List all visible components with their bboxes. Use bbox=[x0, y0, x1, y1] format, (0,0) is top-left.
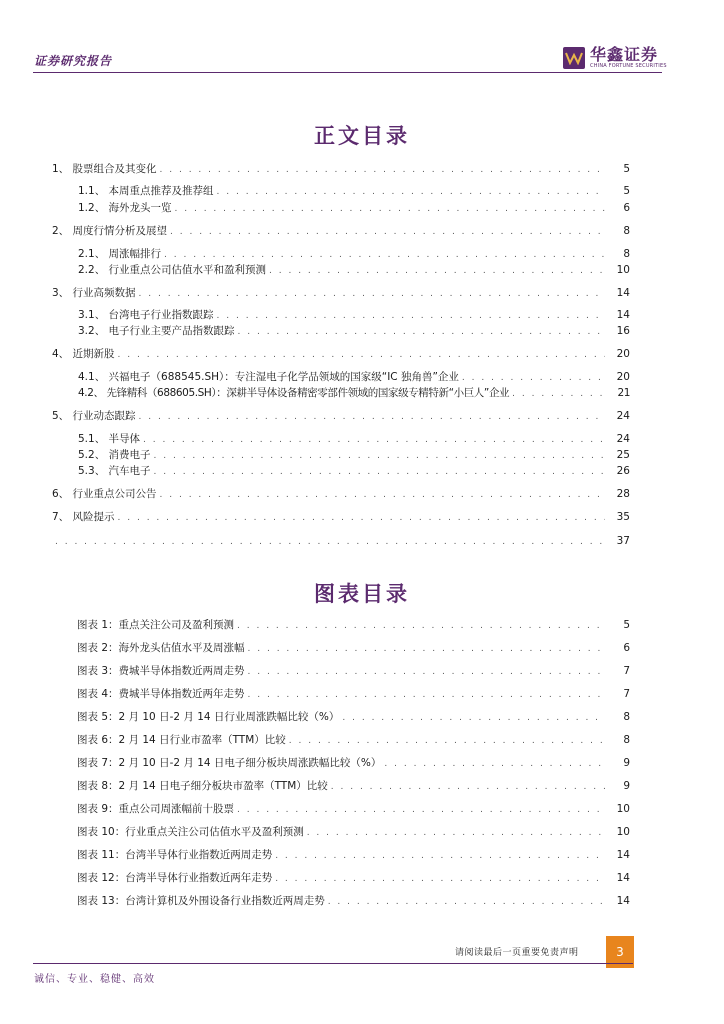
toc-entry-page: 20 bbox=[616, 348, 630, 360]
toc-entry[interactable] bbox=[78, 184, 630, 198]
toc-entry-page: 8 bbox=[623, 225, 630, 237]
toc-entry[interactable] bbox=[78, 247, 630, 261]
toc-entry-label: 5.3、 汽车电子 bbox=[78, 465, 151, 477]
toc-entry-page: 6 bbox=[623, 202, 630, 214]
toc-entry-page: 10 bbox=[616, 264, 630, 276]
toc-entry-page: 37 bbox=[616, 535, 630, 547]
toc-entry-page: 28 bbox=[616, 488, 630, 500]
figure-entry[interactable] bbox=[77, 733, 630, 747]
leader-dots bbox=[160, 163, 605, 177]
toc-entry-label: 5.1、 半导体 bbox=[78, 433, 141, 445]
figure-list-title: 图表目录 bbox=[314, 582, 410, 606]
leader-dots bbox=[118, 511, 605, 525]
leader-dots bbox=[154, 449, 605, 463]
leader-dots bbox=[269, 264, 605, 278]
disclaimer-note: 请阅读最后一页重要免责声明 bbox=[455, 948, 579, 958]
toc-entry-page: 26 bbox=[616, 465, 630, 477]
toc-entry[interactable] bbox=[52, 409, 630, 423]
toc-entry-label: 6、 行业重点公司公告 bbox=[52, 488, 157, 500]
logo-name-cn: 华鑫证券 bbox=[590, 45, 659, 64]
figure-entry-page: 9 bbox=[623, 780, 630, 792]
figure-entry[interactable] bbox=[77, 687, 630, 701]
toc-entry[interactable] bbox=[78, 464, 630, 478]
leader-dots bbox=[139, 410, 605, 424]
leader-dots bbox=[384, 757, 605, 771]
figure-entry[interactable] bbox=[77, 848, 630, 862]
leader-dots bbox=[248, 688, 605, 702]
figure-entry-page: 14 bbox=[616, 895, 630, 907]
toc-entry-label: 5.2、 消费电子 bbox=[78, 449, 151, 461]
toc-entry-page: 5 bbox=[623, 185, 630, 197]
logo-name-en: CHINA FORTUNE SECURITIES bbox=[590, 63, 667, 69]
leader-dots bbox=[331, 780, 605, 794]
leader-dots bbox=[164, 248, 605, 262]
figure-entry[interactable] bbox=[77, 871, 630, 885]
figure-entry-page: 9 bbox=[623, 757, 630, 769]
toc-entry-label: 2.2、 行业重点公司估值水平和盈利预测 bbox=[78, 264, 267, 276]
logo-icon bbox=[563, 47, 585, 69]
figure-entry-page: 7 bbox=[623, 688, 630, 700]
leader-dots bbox=[217, 309, 605, 323]
leader-dots bbox=[238, 325, 605, 339]
leader-dots bbox=[118, 348, 605, 362]
toc-entry-page: 35 bbox=[616, 511, 630, 523]
figure-entry-label: 图表 4：费城半导体指数近两年走势 bbox=[77, 688, 245, 700]
toc-entry[interactable] bbox=[78, 324, 630, 338]
leader-dots bbox=[237, 619, 605, 633]
figure-entry[interactable] bbox=[77, 664, 630, 678]
toc-entry-page: 14 bbox=[616, 287, 630, 299]
leader-dots bbox=[154, 465, 605, 479]
toc-entry-label: 1、 股票组合及其变化 bbox=[52, 163, 157, 175]
toc-title: 正文目录 bbox=[314, 124, 410, 148]
figure-entry-label: 图表 5：2 月 10 日-2 月 14 日行业周涨跌幅比较（%） bbox=[77, 711, 340, 723]
figure-entry-page: 10 bbox=[616, 803, 630, 815]
figure-entry-label: 图表 2：海外龙头估值水平及周涨幅 bbox=[77, 642, 245, 654]
toc-entry-label: 4.2、 先锋精科（688605.SH）：深耕半导体设备精密零部件领域的国家级专精特新“小巨人”企业 bbox=[78, 387, 510, 399]
figure-entry-page: 7 bbox=[623, 665, 630, 677]
toc-entry-page: 25 bbox=[616, 449, 630, 461]
figure-entry[interactable] bbox=[77, 825, 630, 839]
figure-entry-page: 6 bbox=[623, 642, 630, 654]
figure-entry[interactable] bbox=[77, 756, 630, 770]
toc-entry[interactable] bbox=[78, 308, 630, 322]
footer-divider bbox=[33, 963, 633, 964]
leader-dots bbox=[342, 711, 605, 725]
toc-entry[interactable] bbox=[52, 510, 630, 524]
toc-entry-label: 4、 近期新股 bbox=[52, 348, 115, 360]
toc-entry-page: 21 bbox=[617, 387, 630, 399]
leader-dots bbox=[217, 185, 605, 199]
toc-entry[interactable] bbox=[52, 534, 630, 548]
figure-entry[interactable] bbox=[77, 618, 630, 632]
figure-entry-label: 图表 7：2 月 10 日-2 月 14 日电子细分板块周涨跌幅比较（%） bbox=[77, 757, 382, 769]
toc-entry-label: 3.1、 台湾电子行业指数跟踪 bbox=[78, 309, 214, 321]
figure-entry-page: 8 bbox=[623, 734, 630, 746]
leader-dots bbox=[248, 642, 605, 656]
toc-entry-label: 2.1、 周涨幅排行 bbox=[78, 248, 162, 260]
figure-entry-label: 图表 11：台湾半导体行业指数近两周走势 bbox=[77, 849, 273, 861]
figure-entry-label: 图表 1：重点关注公司及盈利预测 bbox=[77, 619, 235, 631]
toc-entry-page: 24 bbox=[616, 433, 630, 445]
toc-entry-label: 5、 行业动态跟踪 bbox=[52, 410, 136, 422]
leader-dots bbox=[512, 387, 605, 401]
toc-entry-page: 16 bbox=[616, 325, 630, 337]
leader-dots bbox=[248, 665, 605, 679]
toc-entry-page: 24 bbox=[616, 410, 630, 422]
toc-entry-label: 3.2、 电子行业主要产品指数跟踪 bbox=[78, 325, 235, 337]
leader-dots bbox=[307, 826, 605, 840]
leader-dots bbox=[55, 535, 605, 549]
figure-entry-label: 图表 10：行业重点关注公司估值水平及盈利预测 bbox=[77, 826, 304, 838]
toc-entry[interactable] bbox=[78, 370, 630, 384]
figure-entry-label: 图表 8：2 月 14 日电子细分板块市盈率（TTM）比较 bbox=[77, 780, 328, 792]
toc-entry-label: 3、 行业高频数据 bbox=[52, 287, 136, 299]
page-number-badge: 3 bbox=[606, 936, 634, 968]
leader-dots bbox=[160, 488, 605, 502]
toc-entry-label: 1.2、 海外龙头一览 bbox=[78, 202, 172, 214]
toc-entry[interactable] bbox=[78, 448, 630, 462]
figure-entry-label: 图表 3：费城半导体指数近两周走势 bbox=[77, 665, 245, 677]
toc-entry[interactable] bbox=[52, 162, 630, 176]
leader-dots bbox=[462, 371, 605, 385]
toc-entry[interactable] bbox=[78, 432, 630, 446]
leader-dots bbox=[328, 895, 605, 909]
figure-entry-page: 14 bbox=[616, 872, 630, 884]
toc-entry[interactable] bbox=[78, 263, 630, 277]
toc-entry[interactable] bbox=[78, 386, 630, 400]
leader-dots bbox=[275, 849, 605, 863]
figure-entry[interactable] bbox=[77, 802, 630, 816]
footer-slogan: 诚信、专业、稳健、高效 bbox=[34, 974, 155, 985]
figure-entry-page: 14 bbox=[616, 849, 630, 861]
figure-entry-page: 8 bbox=[623, 711, 630, 723]
report-type-label: 证券研究报告 bbox=[34, 54, 113, 68]
toc-entry[interactable] bbox=[52, 286, 630, 300]
figure-entry[interactable] bbox=[77, 779, 630, 793]
toc-entry[interactable] bbox=[52, 224, 630, 238]
toc-entry-label: 7、 风险提示 bbox=[52, 511, 115, 523]
figure-entry-label: 图表 13：台湾计算机及外围设备行业指数近两周走势 bbox=[77, 895, 325, 907]
header-divider bbox=[33, 72, 662, 73]
toc-entry[interactable] bbox=[52, 487, 630, 501]
toc-entry[interactable] bbox=[78, 201, 630, 215]
figure-entry-page: 5 bbox=[623, 619, 630, 631]
company-logo bbox=[563, 46, 667, 69]
figure-entry-label: 图表 12：台湾半导体行业指数近两年走势 bbox=[77, 872, 273, 884]
leader-dots bbox=[289, 734, 605, 748]
toc-entry-label: 2、 周度行情分析及展望 bbox=[52, 225, 168, 237]
toc-entry-page: 8 bbox=[623, 248, 630, 260]
leader-dots bbox=[275, 872, 605, 886]
toc-entry-page: 5 bbox=[623, 163, 630, 175]
leader-dots bbox=[170, 225, 605, 239]
leader-dots bbox=[237, 803, 605, 817]
figure-entry[interactable] bbox=[77, 894, 630, 908]
figure-entry-page: 10 bbox=[616, 826, 630, 838]
figure-entry[interactable] bbox=[77, 710, 630, 724]
toc-entry-page: 20 bbox=[616, 371, 630, 383]
toc-entry-label: 4.1、 兴福电子（688545.SH）：专注湿电子化学品领域的国家级“IC 独角兽”企业 bbox=[78, 371, 459, 383]
toc-entry[interactable] bbox=[52, 347, 630, 361]
figure-entry-label: 图表 9：重点公司周涨幅前十股票 bbox=[77, 803, 235, 815]
leader-dots bbox=[143, 433, 605, 447]
figure-entry-label: 图表 6：2 月 14 日行业市盈率（TTM）比较 bbox=[77, 734, 286, 746]
toc-entry-label: 1.1、 本周重点推荐及推荐组 bbox=[78, 185, 214, 197]
leader-dots bbox=[139, 287, 605, 301]
leader-dots bbox=[175, 202, 605, 216]
figure-entry[interactable] bbox=[77, 641, 630, 655]
toc-entry-page: 14 bbox=[616, 309, 630, 321]
